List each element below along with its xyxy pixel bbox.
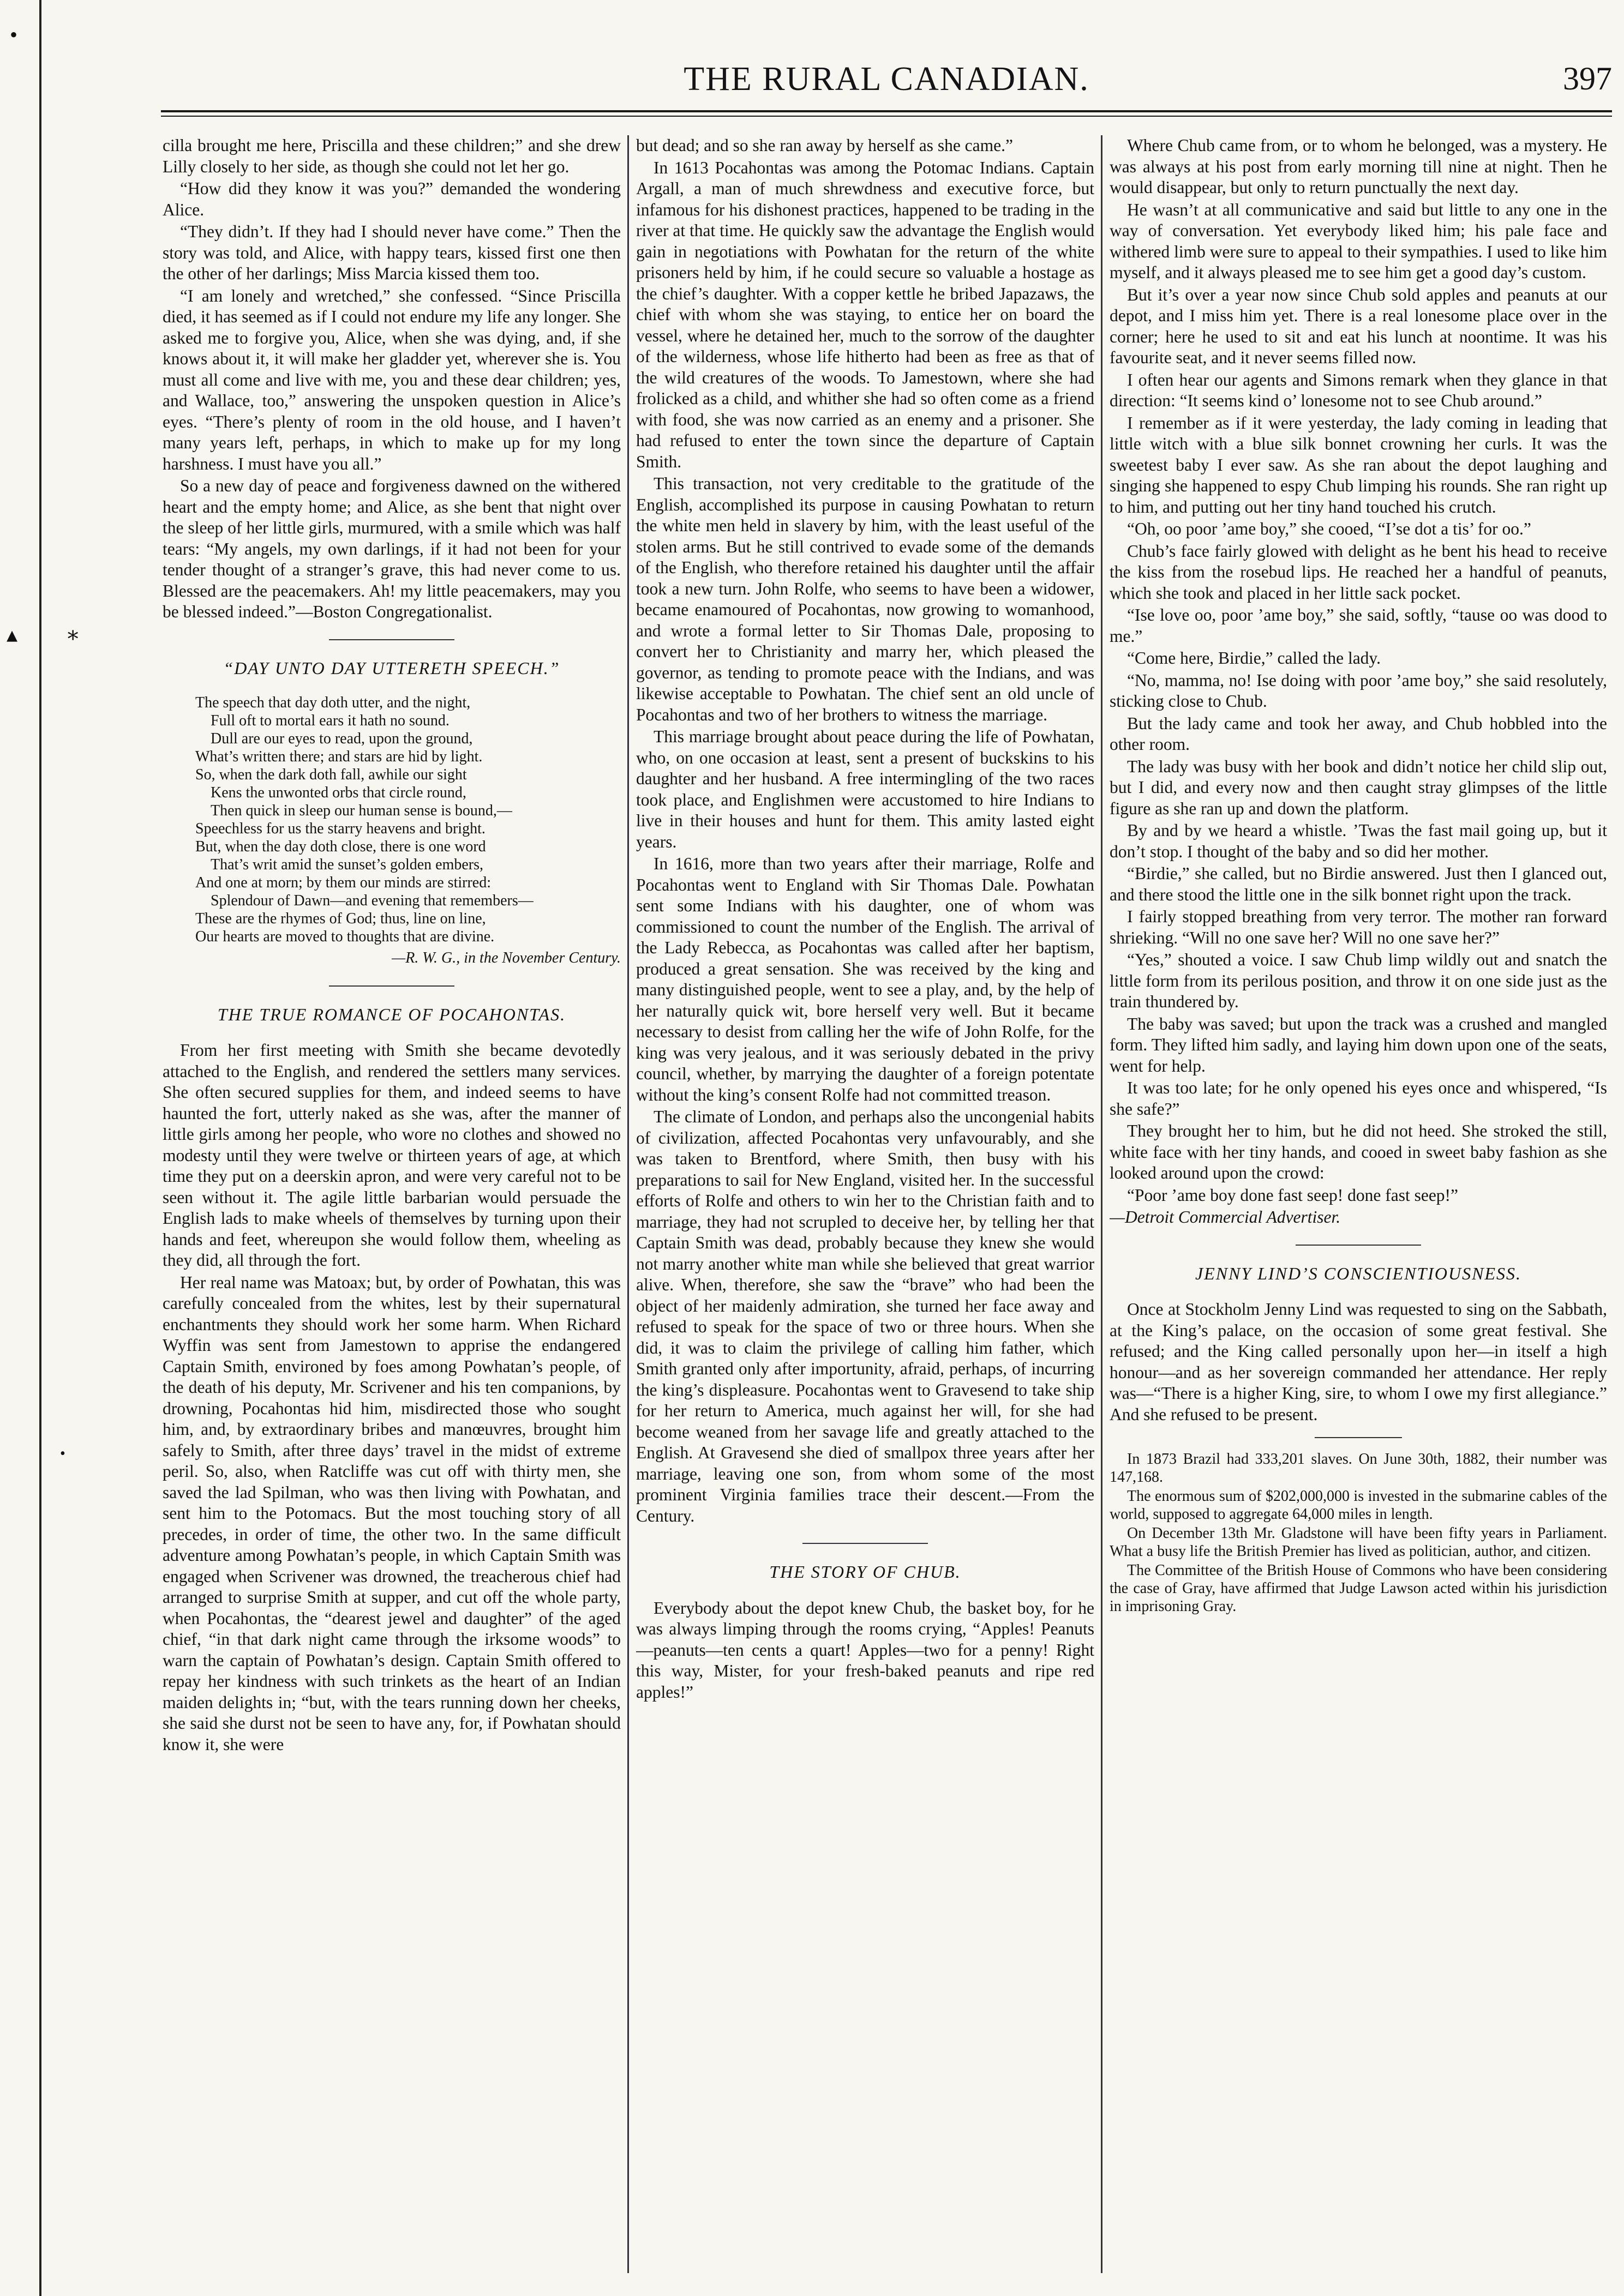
- paragraph: In 1613 Pocahontas was among the Potomac Indians. Captain Argall, a man of much shrewdness and executive force, but infamous for his dishonest practices, happened to be trading in the river at that time. He quickly saw the advantage the English would gain in negotiations with Powhatan for the return of the white prisoners held by him, if he could secure so valuable a hostage as the chief’s daughter. With a copper kettle he bribed Japazaws, the chief with whom she was staying, to entice her on board the vessel, where he detained her, much to the sorrow of the daughter of the wilderness, whose life hitherto had been as free as that of the wild creatures of the woods. To Jamestown, where she had frolicked as a child, and whither she had so often come as a friend with food, she was now carried as an enemy and a prisoner. She had refused to enter the town since the departure of Captain Smith.: [636, 158, 1094, 471]
- paragraph: “Poor ’ame boy done fast seep! done fast seep!”: [1127, 1185, 1459, 1205]
- paragraph: Everybody about the depot knew Chub, the basket boy, for he was always limping through the rooms crying, “Apples! Peanuts—peanuts—ten cents a quart! Apples—two for a penny! Right this way, Mister, for your fresh-baked peanuts and ripe red apples!”: [636, 1598, 1094, 1702]
- margin-mark-top: •: [10, 22, 18, 47]
- poem-line: And one at morn; by them our minds are stirred:: [195, 874, 491, 891]
- paragraph: From her first meeting with Smith she became devotedly attached to the English, and rendered the settlers many services. She often secured supplies for them, and indeed seems to have haunted the fort, utterly naked as she was, after the manner of little girls among her people, who wore no clothes and showed no modesty until they were twelve or thirteen years of age, at which time they put on a deerskin apron, and were very careful not to be seen without it. The agile little barbarian would persuade the English lads to make wheels of themselves by turning upon their hands and feet, whereupon she would follow them, wheeling as they did, all through the fort.: [163, 1041, 621, 1270]
- left-edge-rule: [39, 0, 41, 2296]
- paragraph: “No, mamma, no! Ise doing with poor ’ame boy,” she said resolutely, sticking close to Chub.: [1110, 670, 1607, 711]
- paragraph: The lady was busy with her book and didn’t notice her child slip out, but I did, and every now and then caught stray glimpses of the little figure as she ran up and down the platform.: [1110, 756, 1607, 818]
- section-divider: [1296, 1245, 1421, 1246]
- poem-credit: —R. W. G., in the November Century.: [392, 949, 621, 966]
- section-divider: [802, 1543, 928, 1544]
- note-item: In 1873 Brazil had 333,201 slaves. On June 30th, 1882, their number was 147,168.: [1110, 1451, 1607, 1486]
- article-credit: —Detroit Commercial Advertiser.: [1110, 1207, 1341, 1227]
- paragraph: “Yes,” shouted a voice. I saw Chub limp wildly out and snatch the little form from its perilous position, and throw it on one side just as the train thundered by.: [1110, 950, 1607, 1011]
- paragraph: I often hear our agents and Simons remark when they glance in that direction: “It seems kind o’ lonesome not to see Chub around.”: [1110, 370, 1607, 410]
- poem-line: Kens the unwonted orbs that circle round,: [211, 784, 466, 801]
- poem: [163, 694, 621, 946]
- section-divider: [1315, 1437, 1402, 1438]
- notes-section: [1110, 1450, 1607, 1615]
- paragraph: But it’s over a year now since Chub sold apples and peanuts at our depot, and I miss him yet. There is a real lonesome place over in the corner; here he used to sit and eat his lunch at noontime. It was his favourite seat, and it never seems filled now.: [1110, 285, 1607, 367]
- poem-line: Splendour of Dawn—and evening that remembers—: [211, 892, 534, 909]
- paragraph: Once at Stockholm Jenny Lind was requested to sing on the Sabbath, at the King’s palace, on the occasion of some great festival. She refused; and the King called personally upon her—in itself a high honour—and as her sovereign commanded her attendance. Her reply was—“There is a higher King, sire, to whom I owe my first allegiance.” And she refused to be present.: [1110, 1300, 1607, 1424]
- margin-mark-small: •: [60, 1445, 65, 1462]
- column-separator: [627, 135, 629, 2273]
- column-3: [1110, 135, 1607, 2273]
- poem-line: The speech that day doth utter, and the night,: [195, 694, 471, 711]
- poem-line: But, when the day doth close, there is one word: [195, 838, 486, 855]
- poem-line: Our hearts are moved to thoughts that are divine.: [195, 928, 495, 945]
- paragraph: It was too late; for he only opened his eyes once and whispered, “Is she safe?”: [1110, 1078, 1607, 1119]
- poem-line: Dull are our eyes to read, upon the ground,: [211, 730, 473, 747]
- note-item: The Committee of the British House of Commons who have been considering the case of Gray, have affirmed that Judge Lawson acted within his jurisdiction in imprisoning Gray.: [1110, 1562, 1607, 1615]
- paragraph: “Come here, Birdie,” called the lady.: [1127, 648, 1381, 668]
- paragraph: “Birdie,” she called, but no Birdie answered. Just then I glanced out, and there stood the little one in the silk bonnet right upon the track.: [1110, 864, 1607, 904]
- paragraph: “Ise love oo, poor ’ame boy,” she said, softly, “tause oo was dood to me.”: [1110, 605, 1607, 646]
- poem-line: That’s writ amid the sunset’s golden embers,: [211, 856, 484, 873]
- article-title: THE TRUE ROMANCE OF POCAHONTAS.: [217, 1004, 566, 1024]
- note-item: On December 13th Mr. Gladstone will have been fifty years in Parliament. What a busy life the British Premier has lived as politician, author, and citizen.: [1110, 1525, 1607, 1560]
- section-divider: [329, 639, 454, 640]
- column-2: [636, 135, 1094, 2273]
- paragraph: cilla brought me here, Priscilla and these children;” and she drew Lilly closely to her side, as though she could not let her go.: [163, 136, 621, 176]
- poem-line: Full oft to mortal ears it hath no sound.: [211, 712, 450, 729]
- margin-mark-star: ∗: [65, 622, 81, 647]
- page-header: [161, 60, 1612, 104]
- page-number: 397: [1563, 61, 1612, 97]
- poem-line: Speechless for us the starry heavens and bright.: [195, 820, 486, 837]
- paragraph: By and by we heard a whistle. ’Twas the fast mail going up, but it don’t stop. I thought of the baby and so did her mother.: [1110, 821, 1607, 861]
- paragraph: Where Chub came from, or to whom he belonged, was a mystery. He was always at his post from early morning till nine at night. Then he would disappear, but only to return punctually the next day.: [1110, 136, 1607, 197]
- column-separator: [1101, 135, 1102, 2273]
- margin-mark-left-arrow: ▴: [7, 622, 18, 647]
- header-rule-thin: [161, 116, 1612, 117]
- paragraph: I remember as if it were yesterday, the lady coming in leading that little witch with a blue silk bonnet crowning her curls. It was the sweetest baby I ever saw. As she ran about the depot laughing and singing she happened to espy Chub limping his rounds. She ran right up to him, and putting out her tiny hand touched his crutch.: [1110, 413, 1607, 516]
- paragraph: “I am lonely and wretched,” she confessed. “Since Priscilla died, it has seemed as if I could not endure my life any longer. She asked me to forgive you, Alice, when she was dying, and, if she knows about it, it will make her gladder yet, wherever she is. You must all come and live with me, you and these dear children; yes, and Wallace, too,” answering the unspoken question in Alice’s eyes. “There’s plenty of room in the old house, and I haven’t many years left, perhaps, in which to make up for my long harshness. I must have you all.”: [163, 286, 621, 473]
- paragraph: The climate of London, and perhaps also the uncongenial habits of civilization, affected Pocahontas very unfavourably, and she was taken to Brentford, where Smith, then busy with his preparations to sail for New England, visited her. In the successful efforts of Rolfe and others to win her to the Christian faith and to marriage, they had not scrupled to deceive her, by telling her that Captain Smith was dead, probably because they knew she would not marry another white man while she believed that great warrior alive. When, therefore, she saw the “brave” who had been the object of her maidenly admiration, she turned her face away and refused to speak for the space of two or three hours. When she did, it was to claim the privilege of calling him father, which Smith granted only after importunity, afraid, perhaps, of incurring the king’s displeasure. Pocahontas went to Gravesend to take ship for her return to America, much against her will, for she had become weaned from her savage life and greatly attached to the English. At Gravesend she died of smallpox three years after her marriage, leaving one son, from whom some of the most prominent Virginia families trace their descent.—From the Century.: [636, 1107, 1094, 1525]
- paragraph: “Oh, oo poor ’ame boy,” she cooed, “I’se dot a tis’ for oo.”: [1127, 519, 1531, 538]
- poem-line: So, when the dark doth fall, awhile our sight: [195, 766, 467, 783]
- paragraph: “How did they know it was you?” demanded the wondering Alice.: [163, 179, 621, 219]
- paragraph: Chub’s face fairly glowed with delight as he bent his head to receive the kiss from the rosebud lips. He reached her a handful of peanuts, which she took and placed in her little sack pocket.: [1110, 541, 1607, 603]
- poem-title: “DAY UNTO DAY UTTERETH SPEECH.”: [223, 658, 560, 678]
- article-title: THE STORY OF CHUB.: [769, 1562, 961, 1582]
- section-divider: [329, 985, 454, 987]
- paragraph: But the lady came and took her away, and Chub hobbled into the other room.: [1110, 713, 1607, 754]
- poem-line: What’s written there; and stars are hid by light.: [195, 748, 483, 765]
- paragraph: but dead; and so she ran away by herself as she came.”: [636, 136, 1013, 155]
- paragraph: The baby was saved; but upon the track was a crushed and mangled form. They lifted him sadly, and laying him down upon one of the seats, went for help.: [1110, 1014, 1607, 1075]
- poem-line: Then quick in sleep our human sense is bound,—: [211, 802, 512, 819]
- column-1: [163, 135, 621, 2273]
- header-rule-thick: [161, 110, 1612, 112]
- paragraph: So a new day of peace and forgiveness dawned on the withered heart and the empty home; and Alice, as she bent that night over the sleep of her little girls, murmured, with a smile which was half tears: “My angels, my own darlings, if it had not been for your tender thought of a stranger’s grave, this had never come to us. Blessed are the peacemakers. Ah! my little peacemakers, may you be blessed indeed.”—Boston Congregationalist.: [163, 476, 621, 621]
- paragraph: He wasn’t at all communicative and said but little to any one in the way of conversation. Yet everybody liked him; his pale face and withered limb were sure to appeal to their sympathies. I used to like him myself, and it always pleased me to see him get a good day’s custom.: [1110, 200, 1607, 282]
- paragraph: I fairly stopped breathing from very terror. The mother ran forward shrieking. “Will no one save her? Will no one save her?”: [1110, 907, 1607, 947]
- newspaper-title: THE RURAL CANADIAN.: [684, 61, 1089, 98]
- paragraph: This transaction, not very creditable to the gratitude of the English, accomplished its purpose in causing Powhatan to return the white men held in slavery by him, with the least useful of the stolen arms. But he still contrived to evade some of the demands of the English, who therefore retained his daughter until the affair took a new turn. John Rolfe, who seems to have been a widower, became enamoured of Pocahontas, now growing to womanhood, and wrote a formal letter to Sir Thomas Dale, proposing to convert her to Christianity and marry her, which pleased the governor, as tending to promote peace with the Indians, and was likewise acceptable to Powhatan. The chief sent an old uncle of Pocahontas and two of her brothers to witness the marriage.: [636, 474, 1094, 724]
- note-item: The enormous sum of $202,000,000 is invested in the submarine cables of the world, supposed to aggregate 64,000 miles in length.: [1110, 1488, 1607, 1523]
- paragraph: They brought her to him, but he did not heed. She stroked the still, white face with her tiny hands, and cooed in sweet baby fashion as she looked around upon the crowd:: [1110, 1121, 1607, 1182]
- article-title: JENNY LIND’S CONSCIENTIOUSNESS.: [1195, 1263, 1522, 1283]
- paragraph: Her real name was Matoax; but, by order of Powhatan, this was carefully concealed from the whites, lest by their supernatural enchantments they should work her some harm. When Richard Wyffin was sent from Jamestown to apprise the endangered Captain Smith, environed by foes among Powhatan’s people, of the death of his deputy, Mr. Scrivener and his ten companions, by drowning, Pocahontas hid him, misdirected those who sought him, and, by extraordinary bribes and manœuvres, brought him safely to Smith, after three days’ travel in the midst of extreme peril. So, also, when Ratcliffe was cut off with thirty men, she saved the lad Spilman, who was then living with Powhatan, and sent him to the Potomacs. But the most touching story of all precedes, in order of time, the other two. In the same difficult adventure among Powhatan’s people, in which Captain Smith was engaged when Scrivener was drowned, the treacherous chief had arranged to surprise Smith at supper, and cut off the whole party, when Pocahontas, the “dearest jewel and daughter” of the aged chief, “in that dark night came through the irksome woods” to warn the captain of Powhatan’s design. Captain Smith offered to repay her kindness with such trinkets as the heart of an Indian maiden delights in; “but, with the tears running down her cheeks, she said she durst not be seen to have any, for, if Powhatan should know it, she were: [163, 1272, 621, 1754]
- paragraph: “They didn’t. If they had I should never have come.” Then the story was told, and Alice, with happy tears, kissed first one then the other of her darlings; Miss Marcia kissed them too.: [163, 222, 621, 283]
- poem-line: These are the rhymes of God; thus, line on line,: [195, 910, 486, 927]
- paragraph: This marriage brought about peace during the life of Powhatan, who, on one occasion at least, sent a present of buckskins to his daughter and her husband. A free intermingling of the two races took place, and Englishmen were accustomed to hire Indians to live in their houses and hunt for them. This amity lasted eight years.: [636, 727, 1094, 851]
- paragraph: In 1616, more than two years after their marriage, Rolfe and Pocahontas went to England with Sir Thomas Dale. Powhatan sent some Indians with his daughter, one of whom was commissioned to count the number of the English. The arrival of the Lady Rebecca, as Pocahontas was called after her baptism, produced a great sensation. She was received by the king and many distinguished people, went to see a play, and, by the help of her naturally quick wit, bore herself very well. But it became necessary to desist from calling her the wife of John Rolfe, for the king was very jealous, and it was seriously debated in the privy council, whether, by marrying the daughter of a foreign potentate without the king’s consent Rolfe had not committed treason.: [636, 854, 1094, 1104]
